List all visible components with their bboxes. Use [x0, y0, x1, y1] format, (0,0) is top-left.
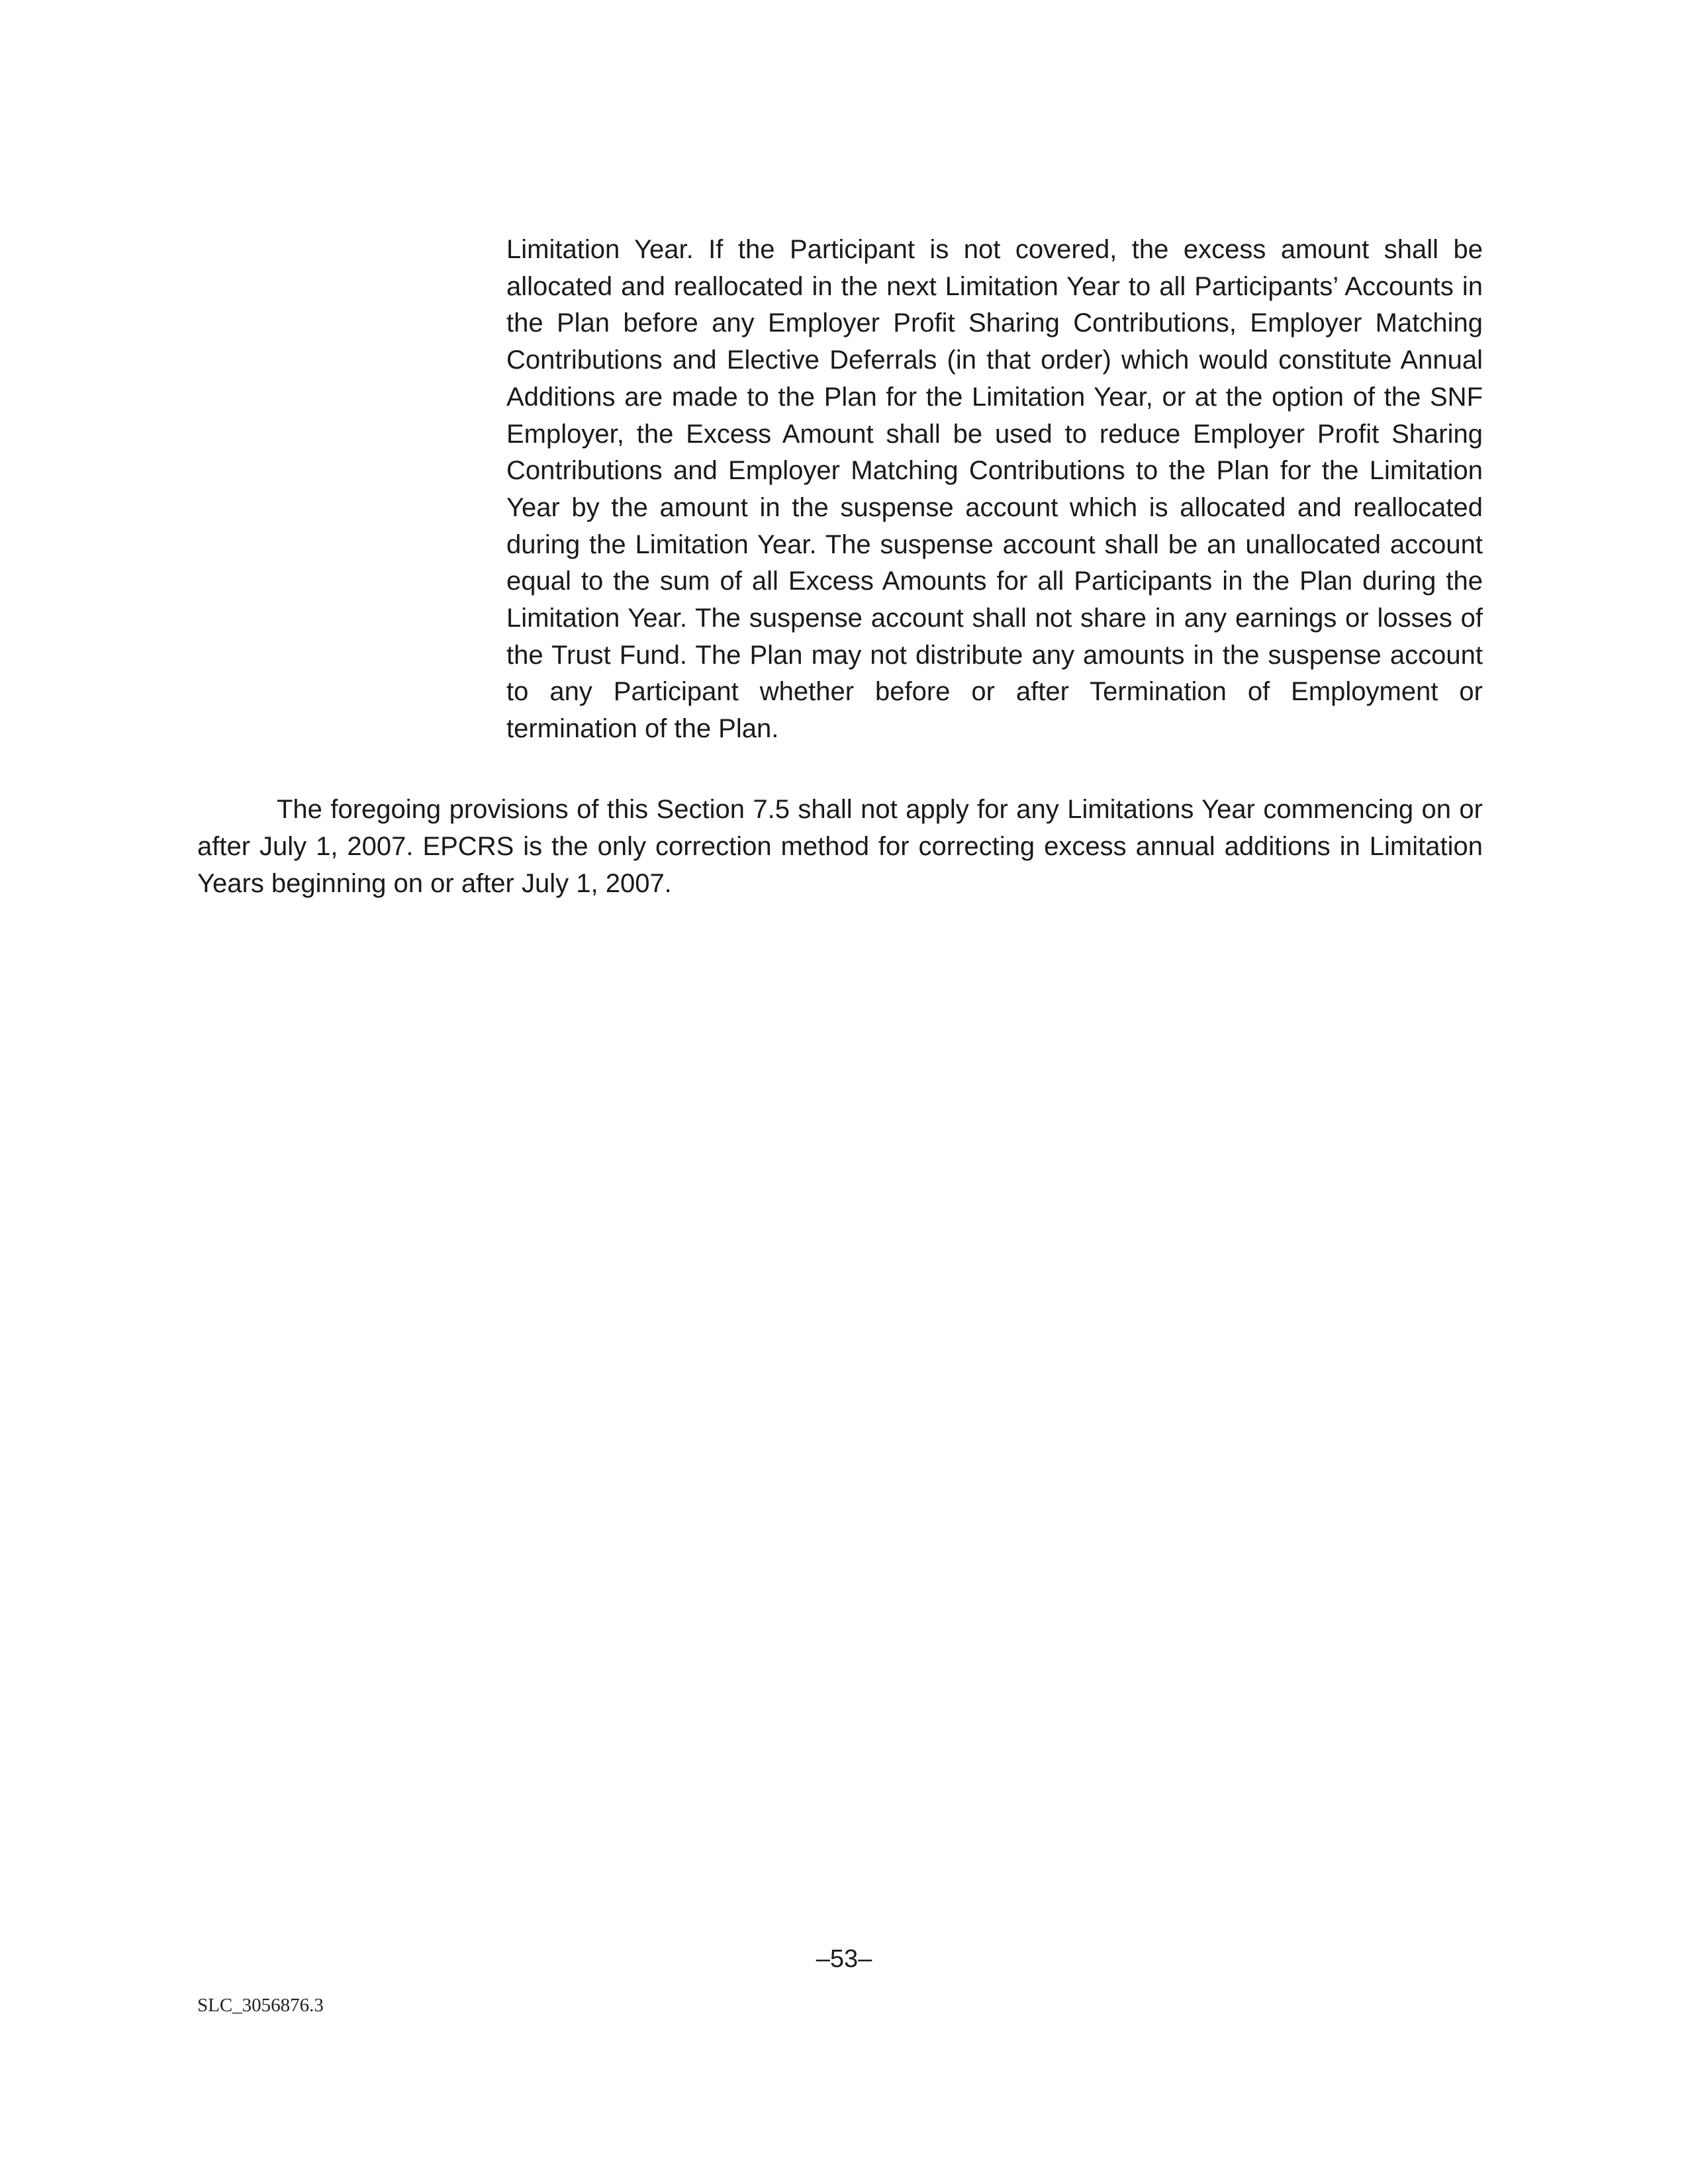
body-paragraph: The foregoing provisions of this Section 7.5 shall not apply for any Limitations Year commencing on or after July 1, 2007. EPCRS is the only correction method for correcting excess annual additions in Limitation Years beginning on or after July 1, 2007.	[197, 795, 1483, 898]
page-number: –53–	[816, 1945, 872, 1973]
indented-paragraph: Limitation Year. If the Participant is not covered, the excess amount shall be allocated and reallocated in the next Limitation Year to all Participants’ Accounts in the Plan before any Employer Profit Sharing Contributions, Employer Matching Contributions and Elective Deferrals (in that order) which would constitute Annual Additions are made to the Plan for the Limitation Year, or at the option of the SNF Employer, the Excess Amount shall be used to reduce Employer Profit Sharing Contributions and Employer Matching Contributions to the Plan for the Limitation Year by the amount in the suspense account which is allocated and reallocated during the Limitation Year. The suspense account shall be an unallocated account equal to the sum of all Excess Amounts for all Participants in the Plan during the Limitation Year. The suspense account shall not share in any earnings or losses of the Trust Fund. The Plan may not distribute any amounts in the suspense account to any Participant whether before or after Termination of Employment or termination of the Plan.	[506, 235, 1483, 744]
document-id-footer: SLC_3056876.3	[197, 1995, 324, 2016]
